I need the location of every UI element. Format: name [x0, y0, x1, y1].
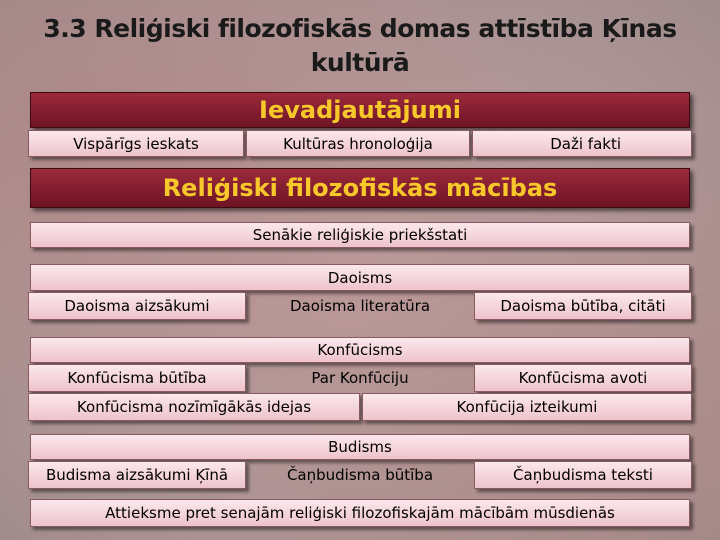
- modern-attitude-box[interactable]: Attieksme pret senajām reliģiski filozofiskajām mācībām mūsdienās: [30, 499, 690, 527]
- title-line-1: 3.3 Reliģiski filozofiskās domas attīstība Ķīnas: [43, 14, 677, 43]
- title-line-2: kultūrā: [310, 48, 410, 77]
- ancient-beliefs-box[interactable]: Senākie reliģiskie priekšstati: [30, 222, 690, 248]
- teachings-heading-bar[interactable]: Reliģiski filozofiskās mācības: [30, 168, 690, 208]
- page-title: [0, 12, 720, 80]
- daoism-beginnings[interactable]: Daoisma aizsākumi: [28, 292, 246, 320]
- buddhism-beginnings-china[interactable]: Budisma aizsākumi Ķīnā: [28, 461, 246, 489]
- intro-heading-bar[interactable]: Ievadjautājumi: [30, 92, 690, 128]
- confucianism-key-ideas[interactable]: Konfūcisma nozīmīgākās idejas: [28, 393, 360, 421]
- chan-buddhism-essence[interactable]: Čaņbudisma būtība: [286, 466, 434, 484]
- confucianism-heading-box[interactable]: Konfūcisms: [30, 337, 690, 363]
- intro-item-facts[interactable]: Daži fakti: [472, 130, 692, 157]
- daoism-essence[interactable]: Daoisma būtība, citāti: [474, 292, 692, 320]
- daoism-heading-box[interactable]: Daoisms: [30, 264, 690, 291]
- buddhism-heading-box[interactable]: Budisms: [30, 434, 690, 460]
- confucianism-essence[interactable]: Konfūcisma būtība: [28, 364, 246, 392]
- confucianism-sources[interactable]: Konfūcisma avoti: [474, 364, 692, 392]
- daoism-literature[interactable]: Daoisma literatūra: [289, 297, 431, 315]
- confucius-sayings[interactable]: Konfūcija izteikumi: [362, 393, 692, 421]
- intro-item-overview[interactable]: Vispārīgs ieskats: [28, 130, 244, 157]
- chan-buddhism-texts[interactable]: Čaņbudisma teksti: [474, 461, 692, 489]
- about-confucius[interactable]: Par Konfūciju: [311, 369, 409, 387]
- intro-item-chronology[interactable]: Kultūras hronoloģija: [246, 130, 470, 157]
